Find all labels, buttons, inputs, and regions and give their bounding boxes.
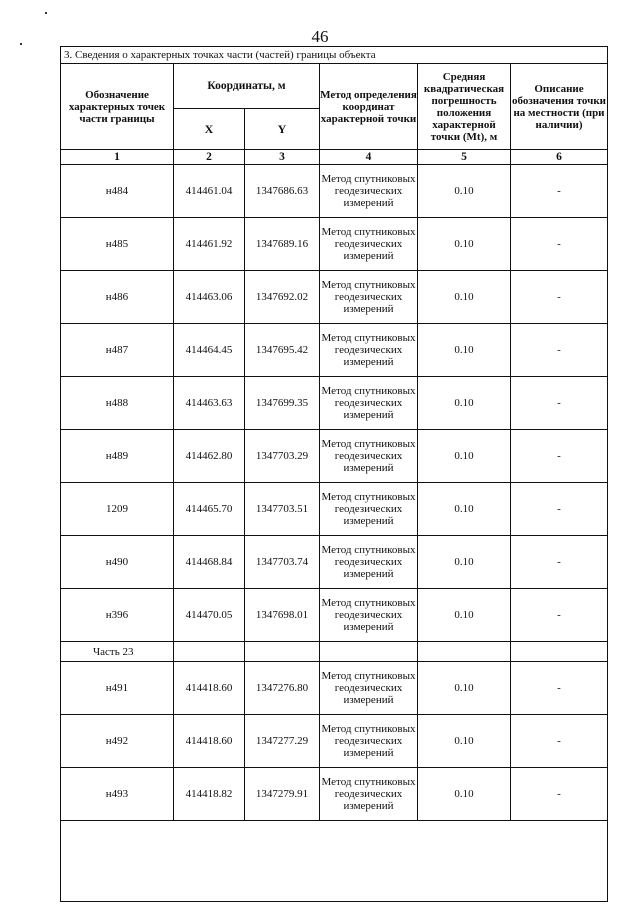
error-cell: 0.10 [418,483,511,536]
point-designation-cell: н486 [61,271,174,324]
column-number: 2 [174,150,245,165]
point-designation-cell: 1209 [61,483,174,536]
empty-cell [418,642,511,662]
point-designation-cell: н491 [61,662,174,715]
header-designation: Обозначение характерных точек части границы [61,64,174,150]
coord-y-cell: 1347703.29 [245,430,320,483]
method-cell: Метод спутниковых геодезических измерений [320,768,418,821]
coord-y-cell: 1347703.74 [245,536,320,589]
description-cell: - [511,768,608,821]
point-designation-cell: н488 [61,377,174,430]
header-error: Средняя квадратическая погрешность положения характерной точки (Mt), м [418,64,511,150]
point-designation-cell: н493 [61,768,174,821]
point-designation-cell: н484 [61,165,174,218]
section-row [61,642,608,662]
method-cell: Метод спутниковых геодезических измерений [320,324,418,377]
table-row [61,324,608,377]
error-cell: 0.10 [418,768,511,821]
method-cell: Метод спутниковых геодезических измерений [320,218,418,271]
scan-speck [45,12,47,14]
table-row [61,377,608,430]
column-number: 5 [418,150,511,165]
table-row [61,218,608,271]
blank-row [61,821,608,902]
error-cell: 0.10 [418,165,511,218]
coord-y-cell: 1347277.29 [245,715,320,768]
coord-x-cell: 414461.92 [174,218,245,271]
description-cell: - [511,430,608,483]
coord-y-cell: 1347686.63 [245,165,320,218]
table-row [61,165,608,218]
coord-y-cell: 1347695.42 [245,324,320,377]
error-cell: 0.10 [418,536,511,589]
method-cell: Метод спутниковых геодезических измерений [320,377,418,430]
coord-x-cell: 414470.05 [174,589,245,642]
table-row [61,768,608,821]
description-cell: - [511,165,608,218]
description-cell: - [511,377,608,430]
table-row [61,589,608,642]
coord-x-cell: 414464.45 [174,324,245,377]
description-cell: - [511,715,608,768]
point-designation-cell: н485 [61,218,174,271]
error-cell: 0.10 [418,715,511,768]
table-row [61,662,608,715]
description-cell: - [511,589,608,642]
method-cell: Метод спутниковых геодезических измерений [320,536,418,589]
error-cell: 0.10 [418,218,511,271]
description-cell: - [511,218,608,271]
coord-x-cell: 414418.60 [174,662,245,715]
description-cell: - [511,662,608,715]
table-caption: 3. Сведения о характерных точках части (частей) границы объекта [61,47,608,64]
point-designation-cell: н487 [61,324,174,377]
table-row [61,430,608,483]
page-number: 46 [311,27,329,46]
point-designation-cell: н492 [61,715,174,768]
column-number: 1 [61,150,174,165]
error-cell: 0.10 [418,377,511,430]
coord-x-cell: 414463.06 [174,271,245,324]
coord-y-cell: 1347703.51 [245,483,320,536]
table-row [61,271,608,324]
coord-x-cell: 414463.63 [174,377,245,430]
method-cell: Метод спутниковых геодезических измерений [320,589,418,642]
scan-speck [20,43,22,45]
empty-cell [511,642,608,662]
coord-x-cell: 414418.60 [174,715,245,768]
table-row [61,483,608,536]
point-designation-cell: н489 [61,430,174,483]
method-cell: Метод спутниковых геодезических измерений [320,430,418,483]
coord-x-cell: 414418.82 [174,768,245,821]
coord-x-cell: 414461.04 [174,165,245,218]
boundary-points-table [60,46,608,902]
method-cell: Метод спутниковых геодезических измерений [320,165,418,218]
coord-x-cell: 414468.84 [174,536,245,589]
coord-x-cell: 414465.70 [174,483,245,536]
coord-x-cell: 414462.80 [174,430,245,483]
empty-cell [174,642,245,662]
coord-y-cell: 1347692.02 [245,271,320,324]
error-cell: 0.10 [418,662,511,715]
table-row [61,715,608,768]
description-cell: - [511,271,608,324]
method-cell: Метод спутниковых геодезических измерений [320,271,418,324]
coord-y-cell: 1347279.91 [245,768,320,821]
header-method: Метод определения координат характерной точки [320,64,418,150]
description-cell: - [511,324,608,377]
coord-y-cell: 1347698.01 [245,589,320,642]
table-row [61,536,608,589]
coord-y-cell: 1347276.80 [245,662,320,715]
column-number: 4 [320,150,418,165]
description-cell: - [511,483,608,536]
point-designation-cell: н490 [61,536,174,589]
column-number: 6 [511,150,608,165]
error-cell: 0.10 [418,589,511,642]
empty-cell [61,821,608,902]
method-cell: Метод спутниковых геодезических измерений [320,662,418,715]
empty-cell [320,642,418,662]
method-cell: Метод спутниковых геодезических измерений [320,715,418,768]
header-description: Описание обозначения точки на местности (при наличии) [511,64,608,150]
error-cell: 0.10 [418,271,511,324]
header-coordinates: Координаты, м [174,64,320,109]
empty-cell [245,642,320,662]
method-cell: Метод спутниковых геодезических измерений [320,483,418,536]
description-cell: - [511,536,608,589]
header-y: Y [245,109,320,150]
point-designation-cell: н396 [61,589,174,642]
section-label: Часть 23 [61,642,174,662]
coord-y-cell: 1347689.16 [245,218,320,271]
error-cell: 0.10 [418,324,511,377]
column-number: 3 [245,150,320,165]
header-x: X [174,109,245,150]
coord-y-cell: 1347699.35 [245,377,320,430]
error-cell: 0.10 [418,430,511,483]
